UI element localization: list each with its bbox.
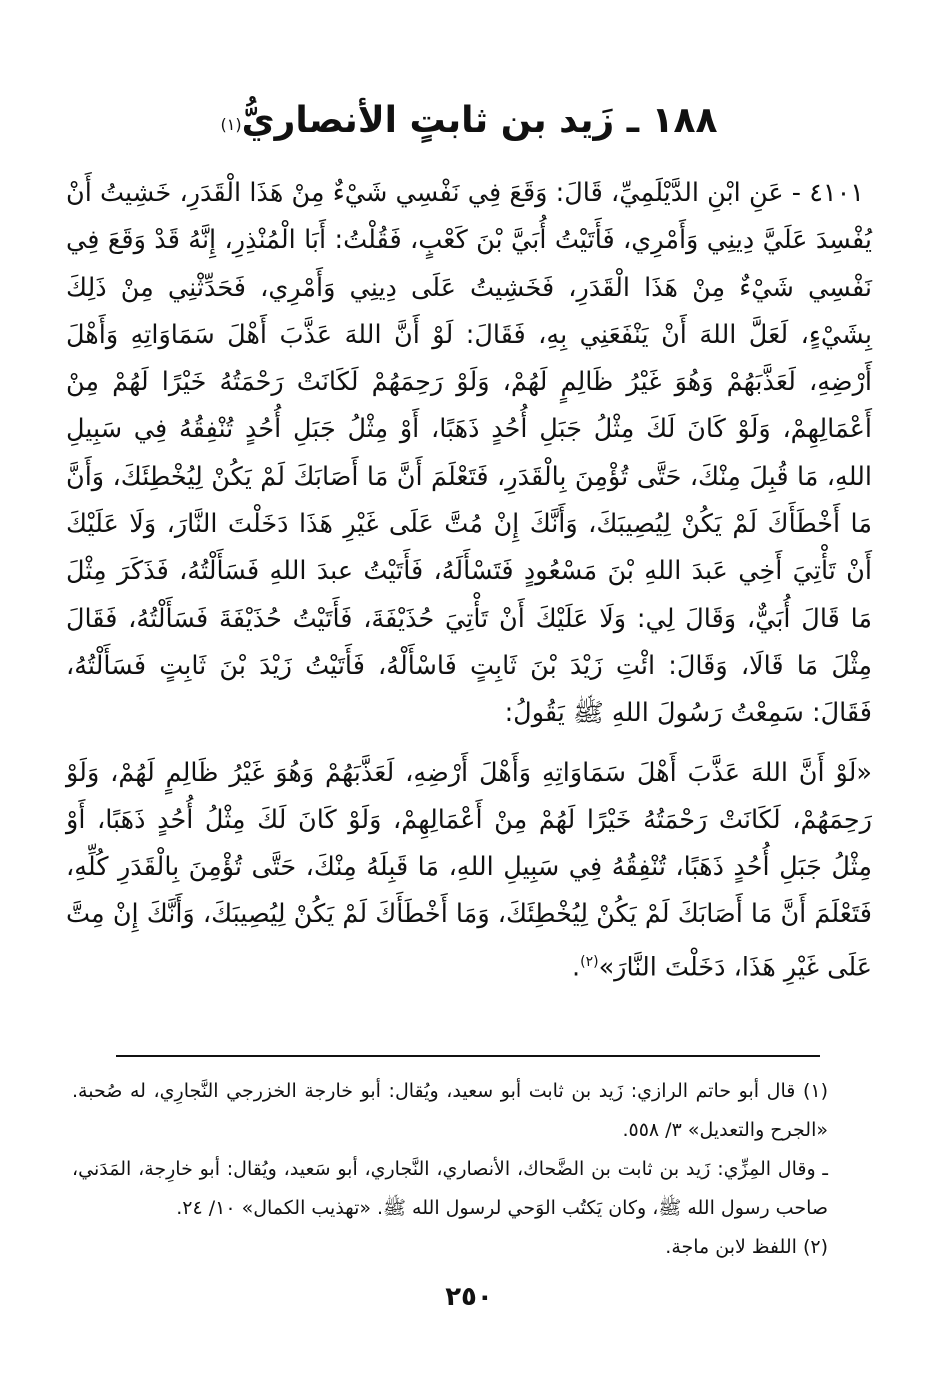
footnote-ref-2: (٢) xyxy=(580,953,599,970)
page-number: ٢٥٠ xyxy=(445,1282,493,1312)
footnote-2: (٢) اللفظ لابن ماجة. xyxy=(665,1236,828,1258)
hadith-body xyxy=(66,170,872,992)
footnotes xyxy=(72,1072,828,1267)
chapter-title xyxy=(60,96,878,146)
footnote-ref-1: (١) xyxy=(220,115,242,134)
footnote-1: (١) قال أبو حاتم الرازي: زَيد بن ثابت أبو سعيد، ويُقال: أبو خارجة الخزرجي النَّجارِي، له صُحبة. «الجرح والتعديل» ٣/ ٥٥٨. xyxy=(72,1080,828,1141)
hadith-prophetic-statement xyxy=(66,750,872,992)
footnote-1-continued: ـ وقال المِزِّي: زَيد بن ثابت بن الضَّحاك، الأنصاري، النَّجاري، أبو سَعيد، ويُقال: أبو خارِجة، المَدَني، صاحب رسول الله ﷺ، وكان يَكتُب الوَحي لرسول الله ﷺ. «تهذيب الكمال» ١٠/ ٢٤. xyxy=(72,1158,828,1219)
chapter-title-text: ١٨٨ ـ زَيد بن ثابتٍ الأنصاريُّ xyxy=(241,100,718,141)
end-mark: . xyxy=(572,952,581,983)
footnote-divider xyxy=(116,1055,820,1057)
prophetic-text: «لَوْ أَنَّ اللهَ عَذَّبَ أَهْلَ سَمَاوَاتِهِ وَأَهْلَ أَرْضِهِ، لَعَذَّبَهُمْ وَهُوَ غَيْرُ ظَالِمٍ لَهُمْ، وَلَوْ رَحِمَهُمْ، لَكَانَتْ رَحْمَتُهُ خَيْرًا لَهُمْ مِنْ أَعْمَالِهِمْ، وَلَوْ كَانَ لَكَ مِثْلُ أُحُدٍ ذَهَبًا، أَوْ مِثْلُ جَبَلِ أُحُدٍ ذَهَبًا، تُنْفِقُهُ فِي سَبِيلِ اللهِ، مَا قَبِلَهُ مِنْكَ، حَتَّى تُؤْمِنَ بِالْقَدَرِ كُلِّهِ، فَتَعْلَمَ أَنَّ مَا أَصَابَكَ لَمْ يَكُنْ لِيُخْطِئَكَ، وَمَا أَخْطَأَكَ لَمْ يَكُنْ لِيُصِيبَكَ، وَأَنَّكَ إِنْ مِتَّ عَلَى غَيْرِ هَذَا، دَخَلْتَ النَّارَ» xyxy=(66,757,872,983)
hadith-narration: ٤١٠١ - عَنِ ابْنِ الدَّيْلَمِيِّ، قَالَ: وَقَعَ فِي نَفْسِي شَيْءٌ مِنْ هَذَا الْقَدَرِ، خَشِيتُ أَنْ يُفْسِدَ عَلَيَّ دِينِي وَأَمْرِي، فَأَتَيْتُ أُبَيَّ بْنَ كَعْبٍ، فَقُلْتُ: أَبَا الْمُنْذِرِ، إِنَّهُ قَدْ وَقَعَ فِي نَفْسِي شَيْءٌ مِنْ هَذَا الْقَدَرِ، فَخَشِيتُ عَلَى دِينِي وَأَمْرِي، فَحَدِّثْنِي مِنْ ذَلِكَ بِشَيْءٍ، لَعَلَّ اللهَ أَنْ يَنْفَعَنِي بِهِ، فَقَالَ: لَوْ أَنَّ اللهَ عَذَّبَ أَهْلَ سَمَاوَاتِهِ وَأَهْلَ أَرْضِهِ، لَعَذَّبَهُمْ وَهُوَ غَيْرُ ظَالِمٍ لَهُمْ، وَلَوْ رَحِمَهُمْ لَكَانَتْ رَحْمَتُهُ خَيْرًا لَهُمْ مِنْ أَعْمَالِهِمْ، وَلَوْ كَانَ لَكَ مِثْلُ جَبَلِ أُحُدٍ ذَهَبًا، أَوْ مِثْلُ جَبَلِ أُحُدٍ تُنْفِقُهُ فِي سَبِيلِ اللهِ، مَا قُبِلَ مِنْكَ، حَتَّى تُؤْمِنَ بِالْقَدَرِ، فَتَعْلَمَ أَنَّ مَا أَصَابَكَ لَمْ يَكُنْ لِيُخْطِئَكَ، وَأَنَّ مَا أَخْطَأَكَ لَمْ يَكُنْ لِيُصِيبَكَ، وَأَنَّكَ إِنْ مُتَّ عَلَى غَيْرِ هَذَا دَخَلْتَ النَّارَ، وَلَا عَلَيْكَ أَنْ تَأْتِيَ أَخِي عَبدَ اللهِ بْنَ مَسْعُودٍ فَتَسْأَلَهُ، فَأَتَيْتُ عبدَ اللهِ فَسَأَلْتُهُ، فَذَكَرَ مِثْلَ مَا قَالَ أُبَيٌّ، وَقَالَ لِي: وَلَا عَلَيْكَ أَنْ تَأْتِيَ حُذَيْفَةَ، فَأَتَيْتُ حُذَيْفَةَ فَسَأَلْتُهُ، فَقَالَ مِثْلَ مَا قَالَا، وَقَالَ: ائْتِ زَيْدَ بْنَ ثَابِتٍ فَاسْأَلْهُ، فَأَتَيْتُ زَيْدَ بْنَ ثَابِتٍ فَسَأَلْتُهُ، فَقَالَ: سَمِعْتُ رَسُولَ اللهِ ﷺ يَقُولُ: xyxy=(66,178,872,729)
